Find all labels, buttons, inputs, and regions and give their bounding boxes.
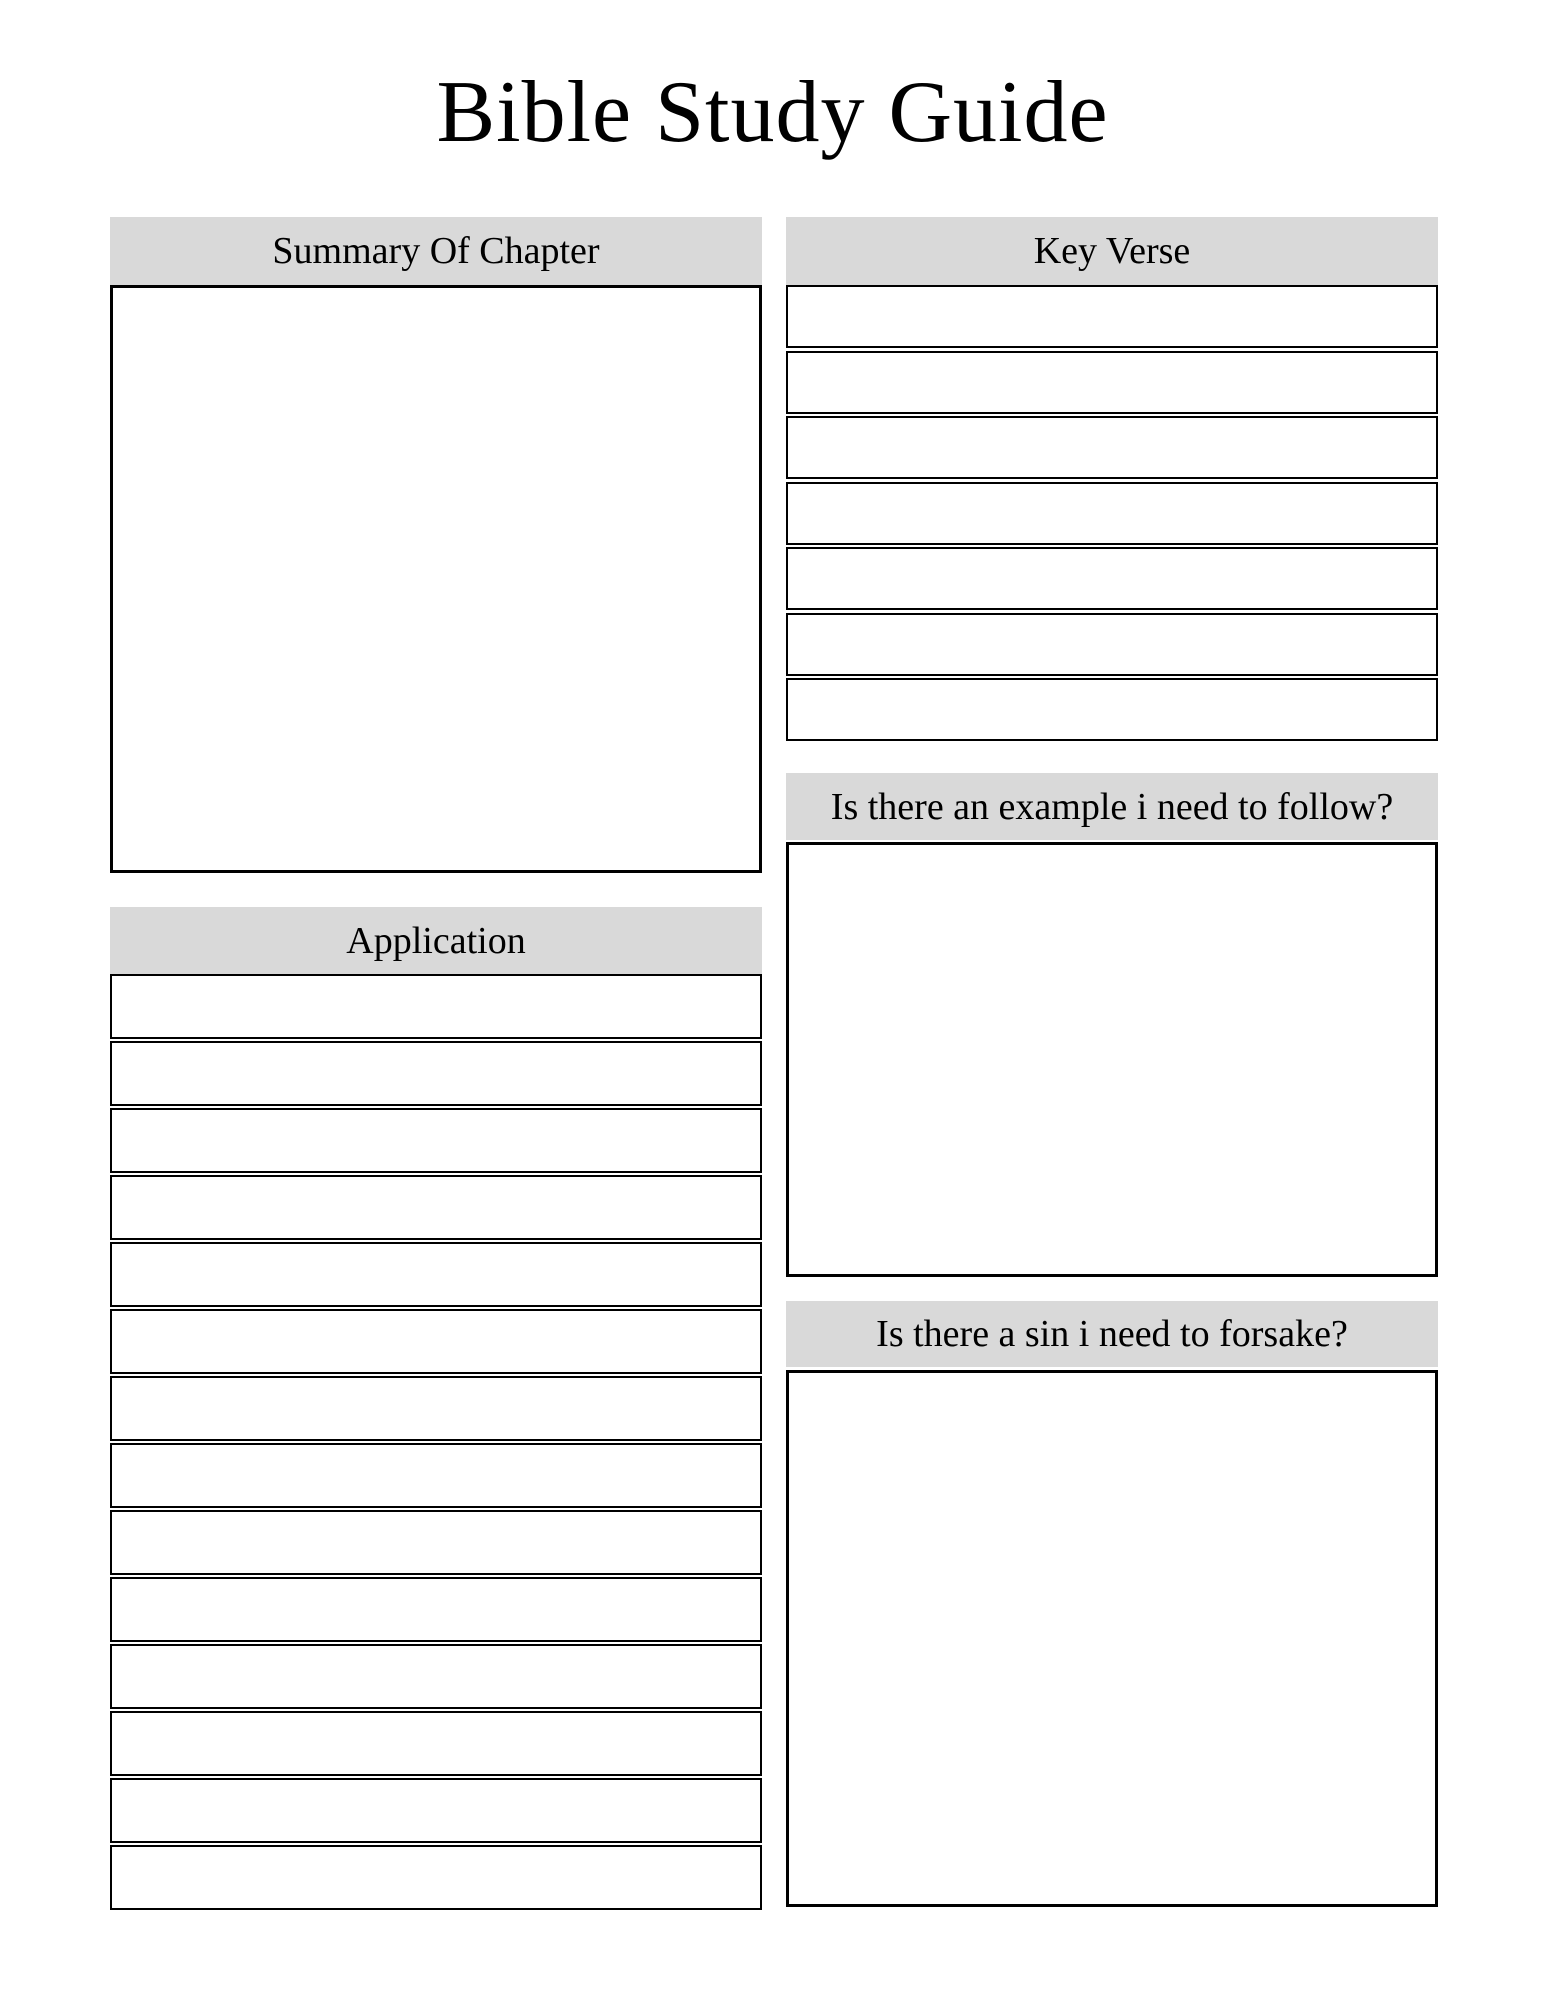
application-line	[110, 1376, 762, 1441]
page-title: Bible Study Guide	[436, 64, 1109, 161]
application-line	[110, 1242, 762, 1307]
application-line	[110, 1845, 762, 1910]
key-verse-line	[786, 613, 1438, 676]
section-header-sin: Is there a sin i need to forsake?	[786, 1301, 1438, 1367]
section-header-key-verse: Key Verse	[786, 217, 1438, 285]
application-line	[110, 1644, 762, 1709]
key-verse-line	[786, 678, 1438, 741]
section-header-summary: Summary Of Chapter	[110, 217, 762, 285]
section-header-application: Application	[110, 907, 762, 974]
application-line	[110, 1577, 762, 1642]
sin-writing-box	[786, 1370, 1438, 1907]
key-verse-line	[786, 351, 1438, 414]
key-verse-line	[786, 285, 1438, 348]
application-line	[110, 1778, 762, 1843]
application-line	[110, 1175, 762, 1240]
key-verse-line	[786, 482, 1438, 545]
key-verse-line	[786, 547, 1438, 610]
key-verse-write-in-lines	[786, 285, 1438, 741]
key-verse-line	[786, 416, 1438, 479]
application-line	[110, 1443, 762, 1508]
application-line	[110, 1510, 762, 1575]
application-line	[110, 1041, 762, 1106]
application-line	[110, 1309, 762, 1374]
application-write-in-lines	[110, 974, 762, 1910]
example-writing-box	[786, 842, 1438, 1277]
application-line	[110, 974, 762, 1039]
application-line	[110, 1711, 762, 1776]
section-header-example: Is there an example i need to follow?	[786, 773, 1438, 840]
application-line	[110, 1108, 762, 1173]
summary-writing-box	[110, 285, 762, 873]
